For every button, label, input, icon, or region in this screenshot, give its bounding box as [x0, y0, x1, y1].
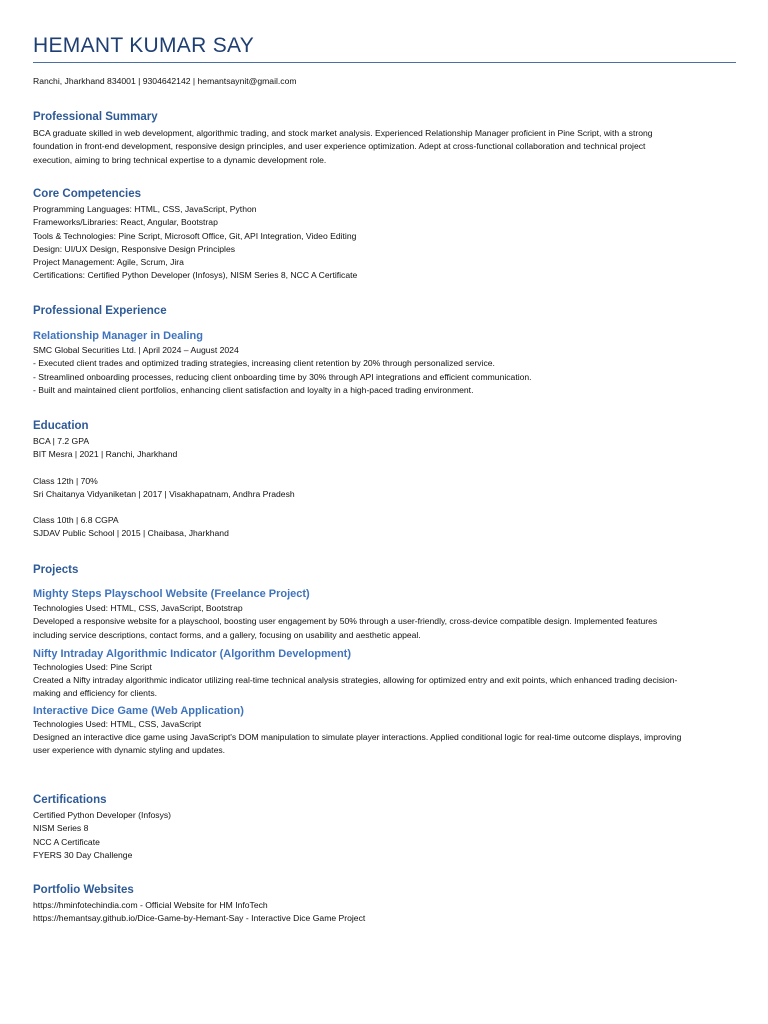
education-degree: Class 10th | 6.8 CGPA: [33, 515, 119, 526]
competency-item: Programming Languages: HTML, CSS, JavaScript, Python: [33, 204, 257, 214]
projects-heading: Projects: [33, 564, 79, 576]
header-divider: [33, 62, 736, 63]
competency-item: Project Management: Agile, Scrum, Jira: [33, 257, 184, 268]
summary-line: execution, aiming to bring technical expertise to a dynamic development role.: [33, 154, 327, 165]
job-bullet: - Streamlined onboarding processes, reducing client onboarding time by 30% through API integrations and efficient communication.: [33, 371, 532, 382]
project-desc: making and efficiency for clients.: [33, 688, 158, 699]
education-school: SJDAV Public School | 2015 | Chaibasa, Jharkhand: [33, 528, 229, 539]
job-bullet: - Executed client trades and optimized trading strategies, increasing client retention by 20% through personalized service.: [33, 358, 495, 369]
projects-section: [33, 563, 736, 758]
competency-item: Tools & Technologies: Pine Script, Microsoft Office, Git, API Integration, Video Editing: [33, 230, 357, 241]
competency-item: Design: UI/UX Design, Responsive Design Principles: [33, 243, 236, 254]
job-company: SMC Global Securities Ltd. | April 2024 – August 2024: [33, 345, 239, 355]
project-tech: Technologies Used: HTML, CSS, JavaScript: [33, 718, 202, 729]
experience-heading: Professional Experience: [33, 305, 167, 317]
job-bullet: - Built and maintained client portfolios, enhancing client satisfaction and loyalty in a high-paced trading environment.: [33, 384, 474, 395]
project-desc: user experience with dynamic styling and updates.: [33, 745, 226, 756]
project-title: Nifty Intraday Algorithmic Indicator (Algorithm Development): [33, 647, 352, 660]
project-desc: including service descriptions, contact forms, and a gallery, focusing on usability and aesthetic appeal.: [33, 629, 421, 640]
competency-item: Certifications: Certified Python Developer (Infosys), NISM Series 8, NCC A Certificate: [33, 270, 358, 281]
certification-item: NCC A Certificate: [33, 836, 100, 847]
portfolio-link[interactable]: https://hemantsay.github.io/Dice-Game-by-Hemant-Say - Interactive Dice Game Project: [33, 913, 366, 924]
education-section: [33, 419, 736, 541]
certification-item: FYERS 30 Day Challenge: [33, 849, 133, 860]
education-degree: BCA | 7.2 GPA: [33, 436, 90, 446]
education-school: Sri Chaitanya Vidyaniketan | 2017 | Visakhapatnam, Andhra Pradesh: [33, 488, 295, 499]
education-degree: Class 12th | 70%: [33, 475, 98, 486]
summary-line: BCA graduate skilled in web development, algorithmic trading, and stock market analysis. Experienced Relationship Manager proficient in Pine Script, with a strong: [33, 128, 653, 138]
education-school: BIT Mesra | 2021 | Ranchi, Jharkhand: [33, 449, 178, 460]
competencies-heading: Core Competencies: [33, 188, 142, 200]
candidate-name: HEMANT KUMAR SAY: [33, 34, 255, 57]
certifications-section: [33, 793, 736, 862]
portfolio-link[interactable]: https://hminfotechindia.com - Official Website for HM InfoTech: [33, 900, 268, 910]
experience-section: [33, 304, 736, 397]
project-title: Interactive Dice Game (Web Application): [33, 704, 244, 717]
certifications-heading: Certifications: [33, 794, 107, 806]
competency-item: Frameworks/Libraries: React, Angular, Bootstrap: [33, 217, 218, 228]
project-desc: Created a Nifty intraday algorithmic indicator utilizing real-time technical analysis strategies, allowing for optimized entry and exit points, which enhanced trading decision-: [33, 675, 678, 686]
education-heading: Education: [33, 420, 89, 432]
summary-line: foundation in front-end development, responsive design principles, and user experience optimization. Adept at cross-functional collaboration and technical project: [33, 141, 646, 152]
project-tech: Technologies Used: Pine Script: [33, 661, 152, 672]
job-title: Relationship Manager in Dealing: [33, 330, 203, 342]
competencies-section: [33, 187, 736, 283]
project-title: Mighty Steps Playschool Website (Freelance Project): [33, 588, 310, 600]
portfolio-section: [33, 883, 736, 926]
summary-heading: Professional Summary: [33, 111, 158, 123]
contact-line: Ranchi, Jharkhand 834001 | 9304642142 | hemantsaynit@gmail.com: [33, 76, 297, 86]
project-desc: Designed an interactive dice game using JavaScript's DOM manipulation to simulate player interactions. Applied conditional logic for real-time outcome displays, improving: [33, 732, 682, 743]
project-desc: Developed a responsive website for a playschool, boosting user engagement by 50% through a user-friendly, cross-device compatible design. Implemented features: [33, 616, 658, 627]
certification-item: NISM Series 8: [33, 823, 89, 834]
portfolio-heading: Portfolio Websites: [33, 884, 134, 896]
summary-section: [33, 110, 736, 167]
certification-item: Certified Python Developer (Infosys): [33, 810, 172, 820]
project-tech: Technologies Used: HTML, CSS, JavaScript, Bootstrap: [33, 603, 243, 613]
